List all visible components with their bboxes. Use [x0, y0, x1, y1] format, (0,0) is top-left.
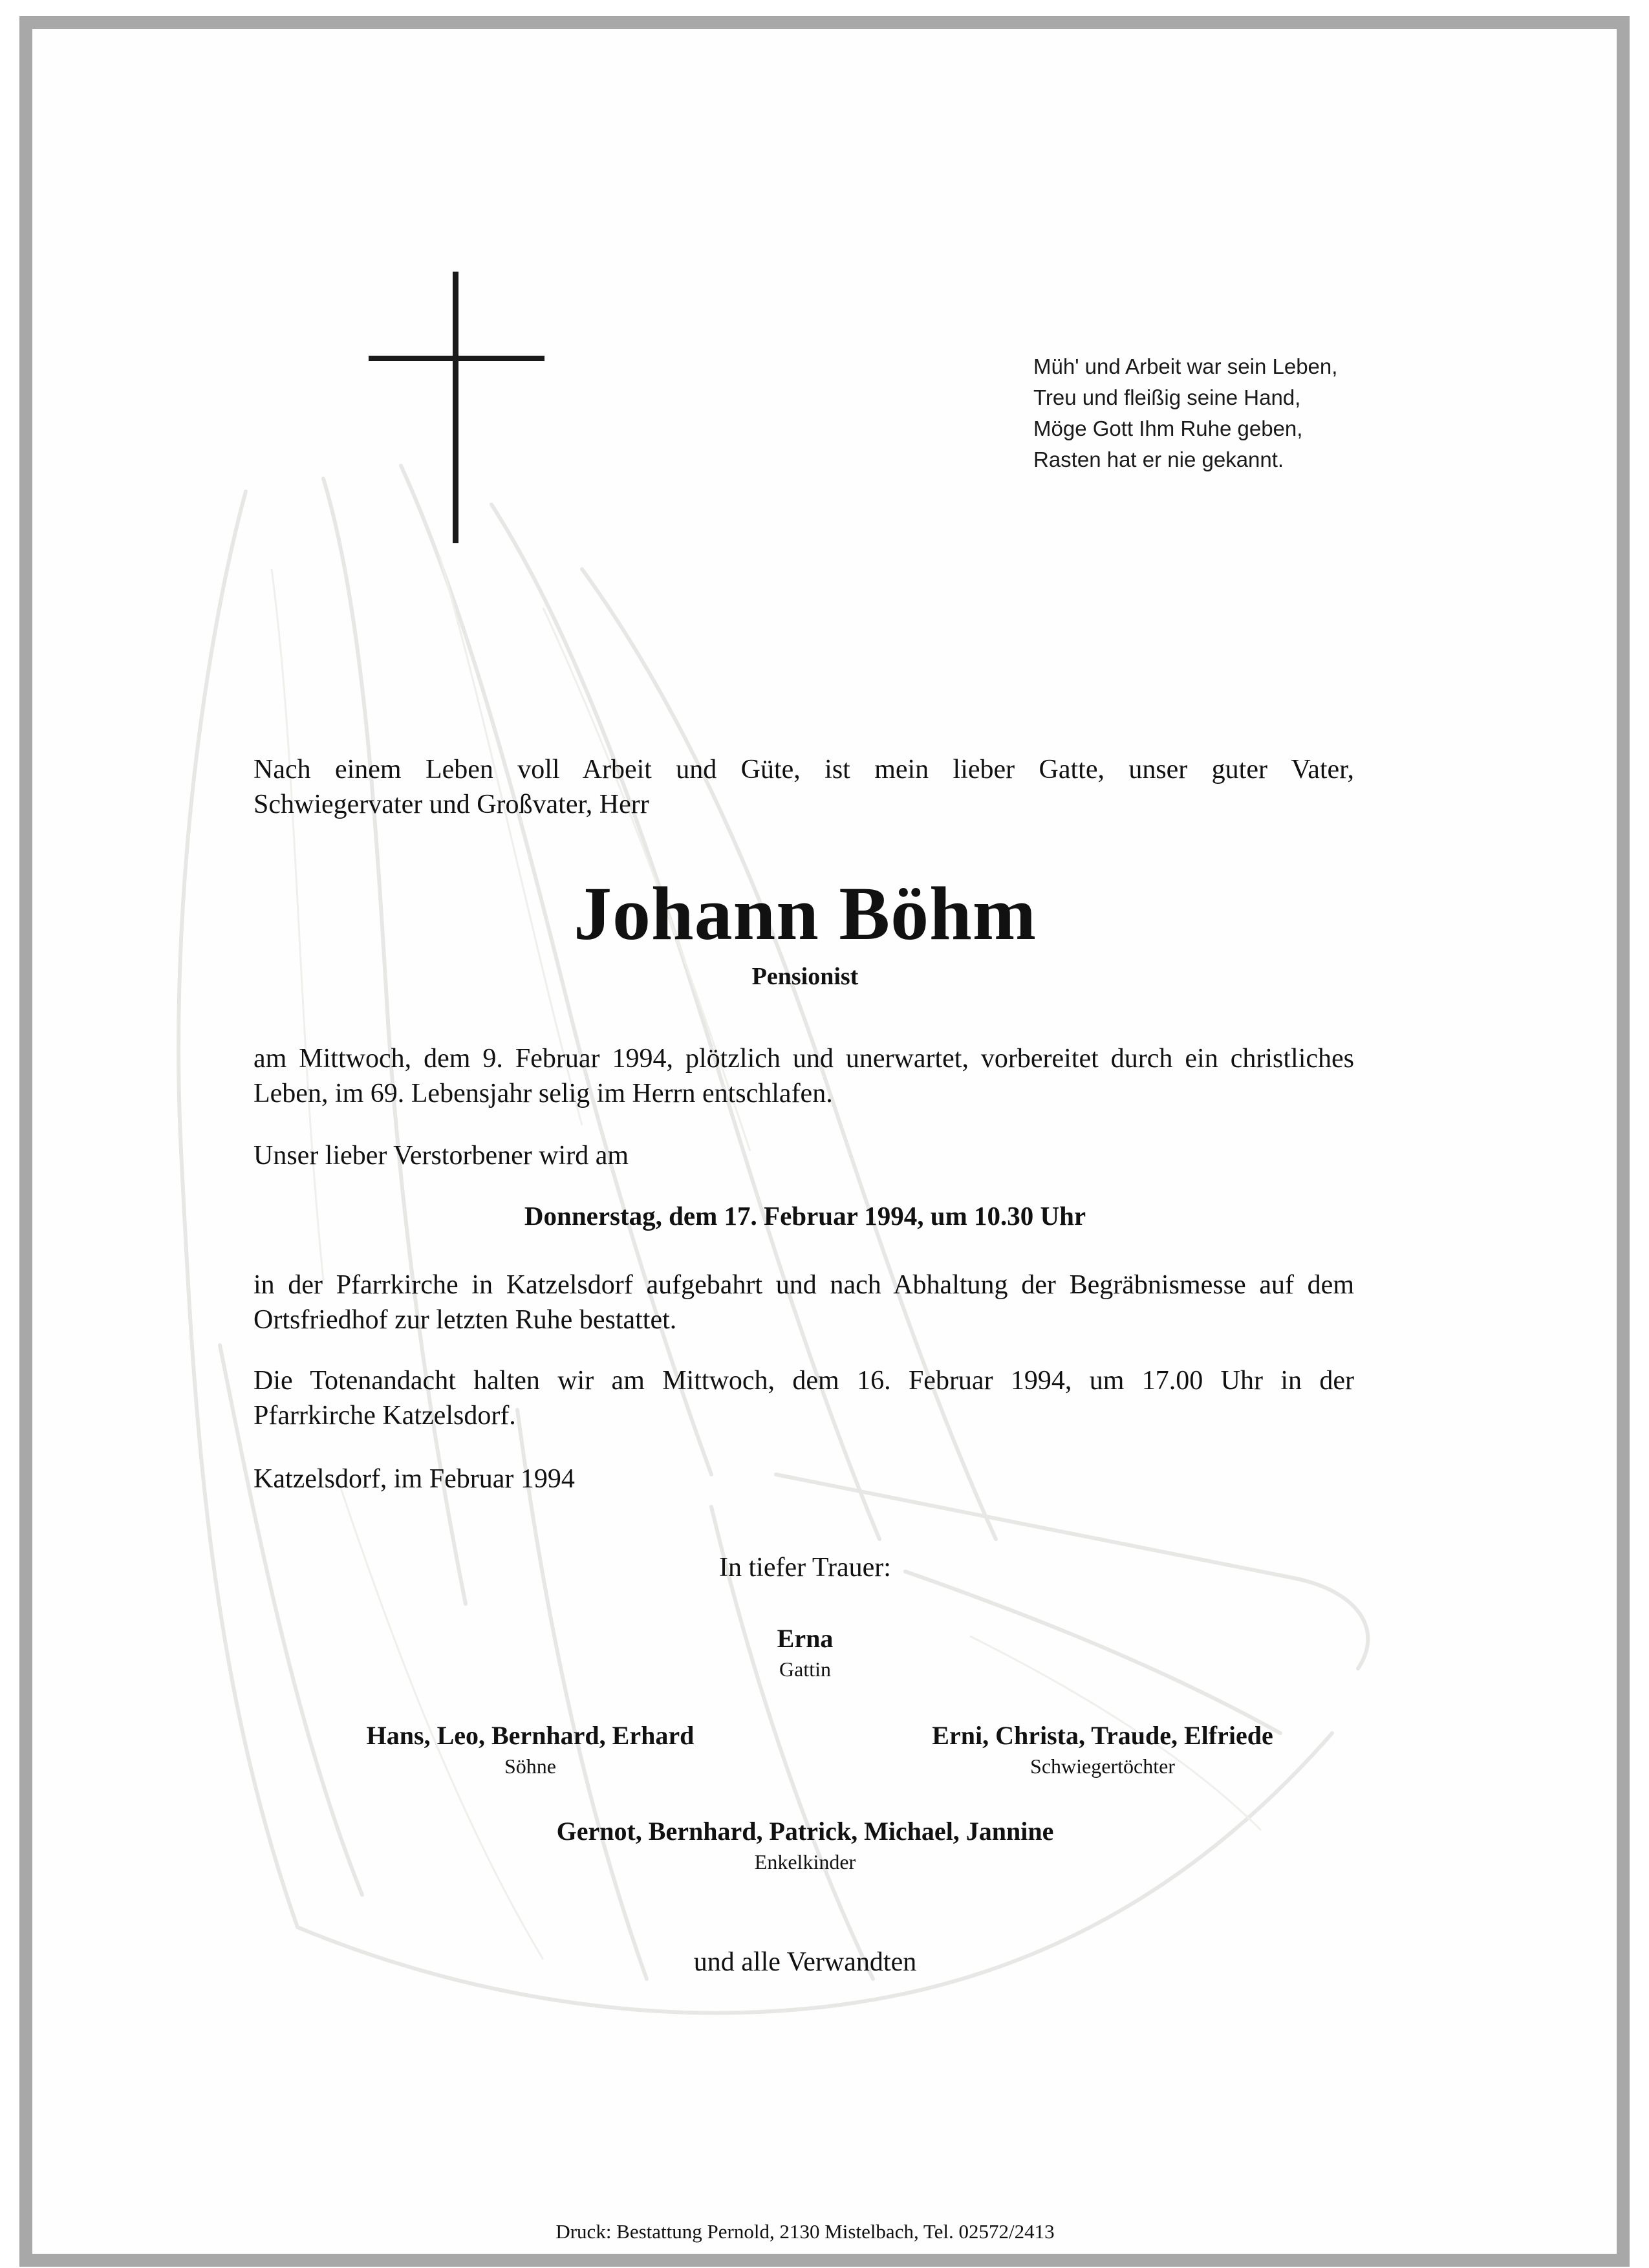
funeral-date: Donnerstag, dem 17. Februar 1994, um 10.30 Uhr [524, 1201, 1086, 1231]
motto-line: Müh' und Arbeit war sein Leben, [1033, 354, 1338, 378]
wife-name: Erna [777, 1624, 834, 1653]
wife-role: Gattin [779, 1658, 831, 1681]
death-notice-line-2: Leben, im 69. Lebensjahr selig im Herrn entschlafen. [253, 1079, 833, 1108]
sons-names: Hans, Leo, Bernhard, Erhard [366, 1721, 695, 1750]
family-wife [647, 1623, 964, 1681]
motto-line: Rasten hat er nie gekannt. [1033, 448, 1284, 471]
family-daughters-in-law [860, 1720, 1345, 1778]
motto-line: Möge Gott Ihm Ruhe geben, [1033, 416, 1303, 440]
vigil-line-1: Die Totenandacht halten wir am Mittwoch, dem 16. Februar 1994, um 17.00 Uhr in der [253, 1366, 1354, 1396]
daughters-in-law-names: Erni, Christa, Traude, Elfriede [932, 1721, 1273, 1750]
grandchildren-role: Enkelkinder [754, 1850, 856, 1874]
mourning-heading: In tiefer Trauer: [719, 1553, 891, 1582]
vigil-line-2: Pfarrkirche Katzelsdorf. [253, 1401, 516, 1431]
motto-line: Treu und fleißig seine Hand, [1033, 385, 1301, 409]
sons-role: Söhne [504, 1755, 556, 1778]
family-grandchildren [453, 1816, 1158, 1874]
motto-verse [1033, 351, 1396, 475]
death-notice-line-1: am Mittwoch, dem 9. Februar 1994, plötzlich und unerwartet, vorbereitet durch ein christliches [253, 1044, 1354, 1074]
intro-line-2: Schwiegervater und Großvater, Herr [253, 790, 649, 819]
grandchildren-names: Gernot, Bernhard, Patrick, Michael, Jannine [556, 1817, 1054, 1846]
deceased-occupation: Pensionist [751, 963, 859, 990]
relatives-line: und alle Verwandten [693, 1947, 917, 1977]
printer-footer: Druck: Bestattung Pernold, 2130 Mistelbach, Tel. 02572/2413 [555, 2220, 1055, 2243]
family-sons [304, 1720, 757, 1778]
burial-line-2: Ortsfriedhof zur letzten Ruhe bestattet. [253, 1305, 677, 1335]
burial-line-1: in der Pfarrkirche in Katzelsdorf aufgebahrt und nach Abhaltung der Begräbnismesse auf dem [253, 1270, 1354, 1300]
place-date: Katzelsdorf, im Februar 1994 [253, 1464, 575, 1494]
daughters-in-law-role: Schwiegertöchter [1030, 1755, 1175, 1778]
deceased-name: Johann Böhm [573, 871, 1037, 956]
intro-line-1: Nach einem Leben voll Arbeit und Güte, ist mein lieber Gatte, unser guter Vater, [253, 755, 1354, 784]
funeral-intro: Unser lieber Verstorbener wird am [253, 1141, 629, 1171]
